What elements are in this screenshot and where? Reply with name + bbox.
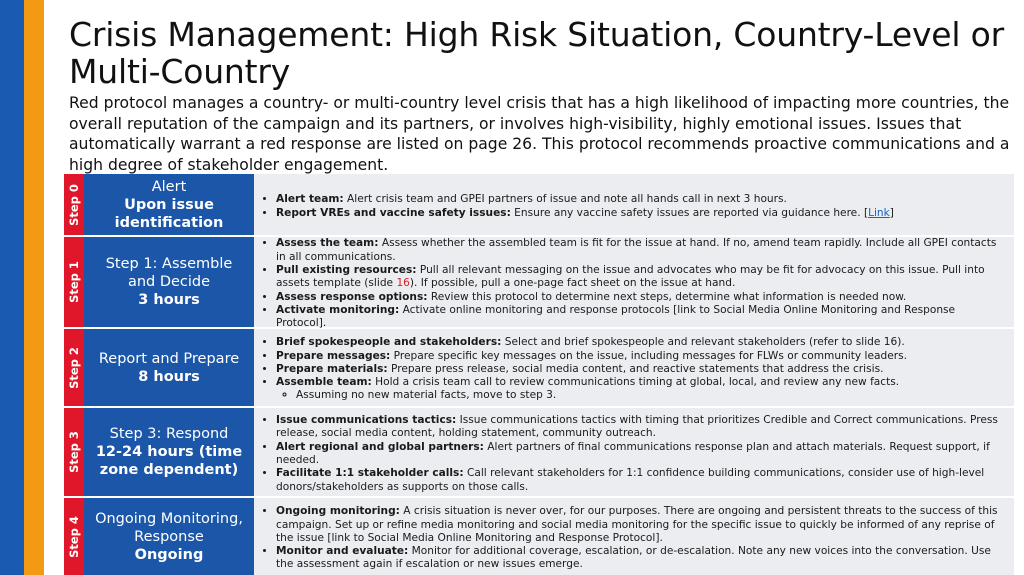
sub-list-item: ◦ Assuming no new material facts, move to step 3. [296, 389, 1000, 402]
list-item: • Report VREs and vaccine safety issues: Ensure any vaccine safety issues are reported via guidance here. [Link] [276, 207, 1000, 220]
step-row-1 [64, 237, 1014, 330]
list-item: • Prepare materials: Prepare press release, social media content, and reactive statements that address the crisis. [276, 363, 1000, 376]
step-label [84, 408, 254, 496]
list-item: • Monitor and evaluate: Monitor for additional coverage, escalation, or de-escalation. Note any new voices into the conversation. Use the assessment again if escalation or new issues emerge. [276, 545, 1000, 572]
left-accent-blue-bar [0, 0, 24, 575]
list-item: • Assemble team: Hold a crisis team call to review communications timing at global, local, and review any new facts. ◦ Assuming no new material facts, move to step 3. [276, 376, 1000, 403]
step-content [254, 329, 1014, 406]
list-item: • Ongoing monitoring: A crisis situation is never over, for our purposes. There are ongoing and persistent threats to the success of this campaign. Set up or refine media monitoring and social media monitoring for the specific issue to quickly be informed of any reprise of the issue [link to Social Media Online Monitoring and Response Protocol]. [276, 505, 1000, 545]
step-tab: Step 4 [64, 498, 84, 575]
step-time: 12-24 hours (time zone dependent) [95, 444, 243, 478]
step-name: Step 1: Assemble and Decide [105, 256, 233, 290]
list-item: • Pull existing resources: Pull all relevant messaging on the issue and advocates who may be fit for advocacy on this issue. Pull into assets template (slide 16). If possible, pull a one-page fact sheet on the issue at hand. [276, 264, 1000, 291]
step-tab: Step 1 [64, 237, 84, 327]
list-item: • Facilitate 1:1 stakeholder calls: Call relevant stakeholders for 1:1 confidence building communications, consider use of high-level donors/stakeholders as supports on those calls. [276, 467, 1000, 494]
list-item: • Assess the team: Assess whether the assembled team is fit for the issue at hand. If no, amend team rapidly. Include all GPEI contacts in all communications. [276, 237, 1000, 264]
step-name: Report and Prepare [98, 350, 240, 367]
page-title: Crisis Management: High Risk Situation, Country-Level or Multi-Country [69, 15, 1005, 91]
list-item: • Activate monitoring: Activate online monitoring and response protocols [link to Social Media Online Monitoring and Response Protocol]. [276, 304, 1000, 331]
list-item: • Issue communications tactics: Issue communications tactics with timing that prioritizes Credible and Correct communications. Press release, social media content, holding statement, community outreach. [276, 414, 1000, 441]
step-content [254, 174, 1014, 235]
left-accent-orange-bar [24, 0, 44, 575]
step-label [84, 174, 254, 235]
intro-paragraph: Red protocol manages a country- or multi-country level crisis that has a high likelihood of impacting more countries, the overall reputation of the campaign and its partners, or involves high-visibility, highly emotional issues. Issues that automatically warrant a red response are listed on page 26. This protocol recommends proactive communications and a high degree of stakeholder engagement. [69, 94, 1010, 174]
step-name: Step 3: Respond [109, 426, 229, 442]
step-tab: Step 0 [64, 174, 84, 235]
guidance-link[interactable]: Link [868, 206, 890, 219]
step-row-3 [64, 408, 1014, 496]
step-name: Ongoing Monitoring, Response [95, 510, 243, 545]
list-item: • Alert regional and global partners: Alert partners of final communications response plan and attach materials. Request support, if needed. [276, 441, 1000, 468]
list-item: • Brief spokespeople and stakeholders: Select and brief spokespeople and relevant stakeholders (refer to slide 16). [276, 336, 1000, 349]
step-content [254, 408, 1014, 496]
step-label [84, 237, 254, 327]
step-content [254, 498, 1014, 575]
list-item: • Assess response options: Review this protocol to determine next steps, determine what information is needed now. [276, 291, 1000, 304]
step-row-0 [64, 174, 1014, 235]
list-item: • Alert team: Alert crisis team and GPEI partners of issue and note all hands call in next 3 hours. [276, 193, 1000, 206]
list-item: • Prepare messages: Prepare specific key messages on the issue, including messages for FLWs or community leaders. [276, 350, 1000, 363]
step-time: 3 hours [138, 292, 200, 308]
step-label [84, 329, 254, 406]
step-row-4 [64, 498, 1014, 575]
step-label [84, 498, 254, 575]
step-row-2 [64, 329, 1014, 406]
step-time: Ongoing [134, 546, 204, 563]
step-tab: Step 3 [64, 408, 84, 496]
step-time: 8 hours [138, 368, 200, 385]
step-tab: Step 2 [64, 329, 84, 406]
step-name: Alert [151, 178, 187, 195]
step-content [254, 237, 1014, 330]
step-time: Upon issue identification [114, 196, 224, 231]
